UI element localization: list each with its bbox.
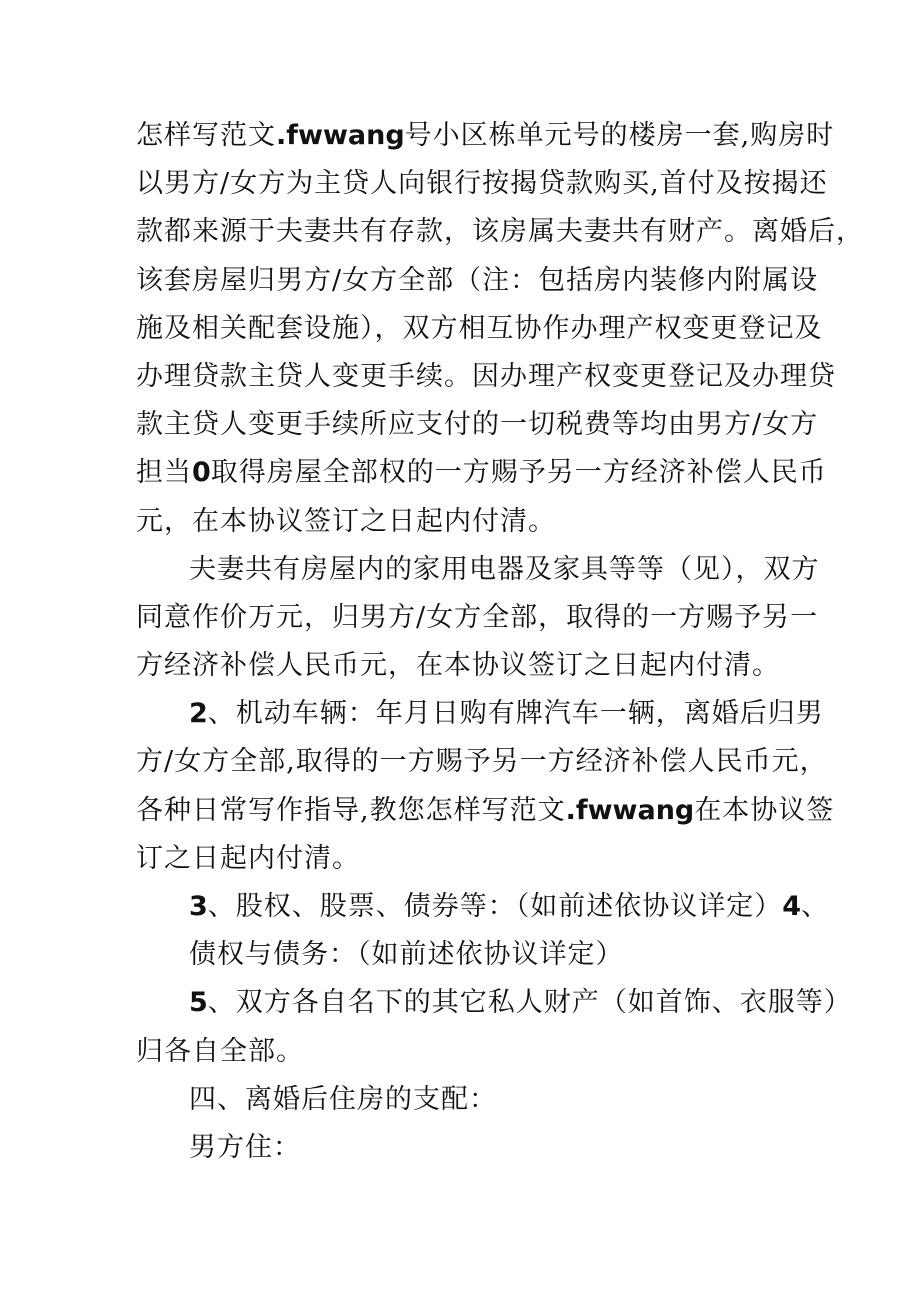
text-line-21 [136,1076,796,1124]
text-line-4 [136,257,819,305]
line-14-part-1: 方/女方全部,取得的一方赐予另一方经济补偿人民币元， [136,746,828,778]
line-2-part-1: 以男方/女方为主贷人向银行按揭贷款购买,首付及按揭还 [136,168,828,200]
line-10-part-1: 夫妻共有房屋内的家用电器及家具等等（见），双方 [189,553,820,585]
line-7-part-1: 款主贷人变更手续所应支付的一切税费等均由男方/女方 [136,409,819,441]
line-3-part-1: 款都来源于夫妻共有存款，该房属夫妻共有财产。离婚后， [136,216,864,248]
line-18-part-1: 债权与债务：（如前述依协议详定） [189,939,624,971]
line-5-part-1: 施及相关配套设施），双方相互协作办理产权变更登记及 [136,312,823,344]
text-line-12 [136,642,796,690]
line-22-part-1: 男方住： [189,1131,301,1163]
line-8-part-2: 0 [192,457,211,489]
agreement-body [136,112,864,1172]
line-8-part-1: 担当 [136,457,192,489]
text-line-22 [136,1124,796,1172]
text-line-7 [136,401,819,449]
line-15-part-2: .fwwang [565,794,695,826]
line-17-part-4: 、 [801,891,830,922]
text-line-18 [136,931,796,979]
text-line-5 [136,305,823,353]
line-19-part-2: 、双方各自名下的其它私人财产（如首饰、衣服等） [207,987,852,1019]
text-line-11 [136,594,819,642]
line-16-part-1: 订之日起内付清。 [136,842,360,874]
text-line-3 [136,208,864,256]
line-17-part-3: 4 [782,891,802,922]
line-9-part-1: 元，在本协议签订之日起内付清。 [136,505,556,537]
line-8-part-3: 取得房屋全部权的一方赐予另一方经济补偿人民币 [210,457,827,489]
text-line-20 [136,1028,796,1076]
line-15-part-1: 各种日常写作指导,教您怎样写范文 [136,794,566,826]
text-line-19 [136,979,852,1027]
line-12-part-1: 方经济补偿人民币元，在本协议签订之日起内付清。 [136,650,780,682]
text-line-1 [136,112,835,160]
line-17-part-2: 、股权、股票、债券等：（如前述依协议详定） [207,891,783,922]
text-line-15 [136,787,835,835]
line-17-part-1: 3 [189,891,208,922]
text-line-17 [136,883,830,931]
line-1-part-1: 怎样写范文 [136,120,276,151]
line-11-part-1: 同意作价万元，归男方/女方全部，取得的一方赐予另一 [136,601,819,633]
text-line-6 [136,353,836,401]
line-1-part-2: .fwwang [276,120,405,151]
line-15-part-3: 在本协议签 [694,794,835,826]
text-line-16 [136,835,796,883]
text-line-9 [136,498,796,546]
line-4-part-1: 该套房屋归男方/女方全部（注：包括房内装修内附属设 [136,264,819,296]
text-line-10 [136,546,820,594]
line-6-part-1: 办理贷款主贷人变更手续。因办理产权变更登记及办理贷 [136,360,836,392]
text-line-8 [136,449,827,497]
line-13-part-2: 、机动车辆：年月日购有牌汽车一辆，离婚后归男 [207,698,824,730]
line-20-part-1: 归各自全部。 [136,1035,304,1067]
text-line-2 [136,160,828,208]
line-13-part-1: 2 [189,698,208,730]
line-21-part-1: 四、离婚后住房的支配： [189,1083,497,1115]
line-19-part-1: 5 [189,987,208,1019]
line-1-part-3: 号小区栋单元号的楼房一套,购房时 [404,120,835,151]
text-line-14 [136,738,828,786]
text-line-13 [136,690,824,738]
